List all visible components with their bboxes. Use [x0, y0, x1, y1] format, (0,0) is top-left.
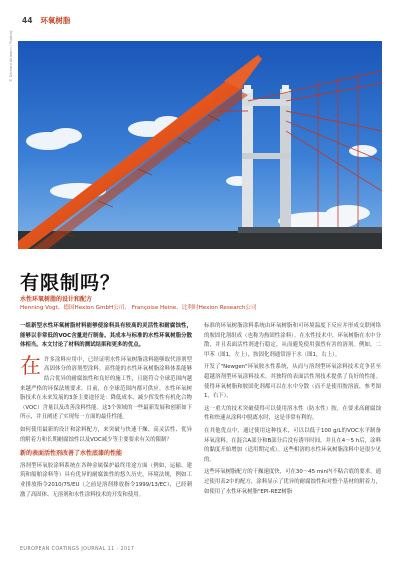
page-header [22, 13, 70, 27]
bridge-photo [18, 41, 382, 249]
body-paragraph-right-4: 在其他优点中，通过使用这种技术，可以以低于100 g/L的VOC水平制备环氧涂料。在混合A部分和B部分后没有诱导时间，并且在4～5 h后，涂料的黏度开始增加（适用期完成）。这些相溶的水性环氧树脂涂料中是很少见的。 [204, 427, 381, 463]
right-column [204, 322, 381, 500]
body-paragraph-left: 溶剂型环氧胶涂料系统在各种金属保护最终用途方面（例如，运输、建筑和船舶涂料等）具有优异的耐腐蚀性的悠久历史，环境法规，例如工业排放指令2010/75/EU（之前是溶剂排放指令1999/13/EC），已经刺激了高固体、无溶剂和水性涂料技术的开发和使用。 [20, 462, 192, 498]
body-paragraph-right-2: 开发了"Newgen"环氧胺水性系统，从而与溶剂型环氧涂料技术竞争甚至超越溶剂型环氧涂料技术。其独特的表面活性剂技术提供了良好的性能。使得环氧树脂和胺固化剂都可以在水中分散（而不是使用胺溶液，参考图1，右下）。 [204, 364, 381, 400]
section-heading: 新的表面活性剂改善了水性底漆的性能 [20, 450, 123, 458]
intro-paragraph-2: 如何使用最新的设计和涂料配方，来突破与快速干燥、高灵活性、优异的附着力和长期耐腐蚀性以及VOC减少等主要要求有关的限制？ [20, 426, 192, 443]
page-footer: EUROPEAN COATINGS JOURNAL 11 - 2017 [20, 547, 135, 552]
article-lead: 一组新型水性环氧树脂材料能够使涂料具有较高的灵活性和耐腐蚀性，能够以非常低的VOC含量进行制备。其成本与标准的水性环氧树脂分散体相当。本文讨论了材料的测试结果和更多的优点。 [20, 323, 192, 349]
intro-paragraph [20, 353, 192, 423]
left-column [20, 322, 192, 503]
article-subtitle: 水性环氧树脂的设计和配方 [20, 296, 93, 303]
article-authors: Henning Vogt、德国Hexion GmbH公司， Françoise Heine、比利时Hexion Research公司 [20, 305, 257, 311]
section-tag: 环氧树脂 [40, 15, 71, 25]
dropcap: 在 [20, 353, 41, 378]
page-number: 44 [22, 15, 33, 25]
body-paragraph-right-1: 标准的环氧树脂涂料系统由环氧树脂和可环境温度下反应并形成交联网络的胺固化剂组成（也称为热固性涂料）。在水性技术中，环氧树脂在水中分散，并且表面活性剂进行稳定，从而避免使用强烈有害的溶剂。例如，二甲苯（图1，左上），胺固化剂通常溶于水（图1，右上）。 [204, 323, 381, 358]
body-paragraph-right-5: 这些环氧树脂配方的干燥速度快，可在30～45 min内不粘合底的要求。通过使用表2中的配方，涂料显示了优异的耐腐蚀性和对整个基材的附着力，如使用了水性环氧树脂"EPI-REZ树脂 [204, 469, 381, 495]
photo-credit: © Gerhard Altmann / Pixabay [9, 30, 13, 82]
article-title: 有限制吗？ [20, 272, 121, 294]
body-paragraph-right-3: 这一重大的技术突破使得可以使用溶水性（防水性）胺，在要求高耐腐蚀性和快速从涂料中脱离水时，这是非常有利的。 [204, 405, 381, 422]
intro-text: 许多涂料应用中，已经证明水性环氧树脂涂料能够取代溶剂型高固体分的溶剂型涂料。高性能的水性环氧树脂涂料体系能够结合优异的耐腐蚀性和良好的施工性，且能符合全球范围内越来越严格的环保法规要求。目前，在全球范围内都可供应。水性环氧树脂技术在未来发展的3条主要途径是：降低成本、减少挥发性有机化合物（VOC）含量以及改善涂料性能。这3个领域的一些最新发展和创新如下所示，并且阐述了实现每一方面的最佳性能。 [20, 356, 192, 421]
